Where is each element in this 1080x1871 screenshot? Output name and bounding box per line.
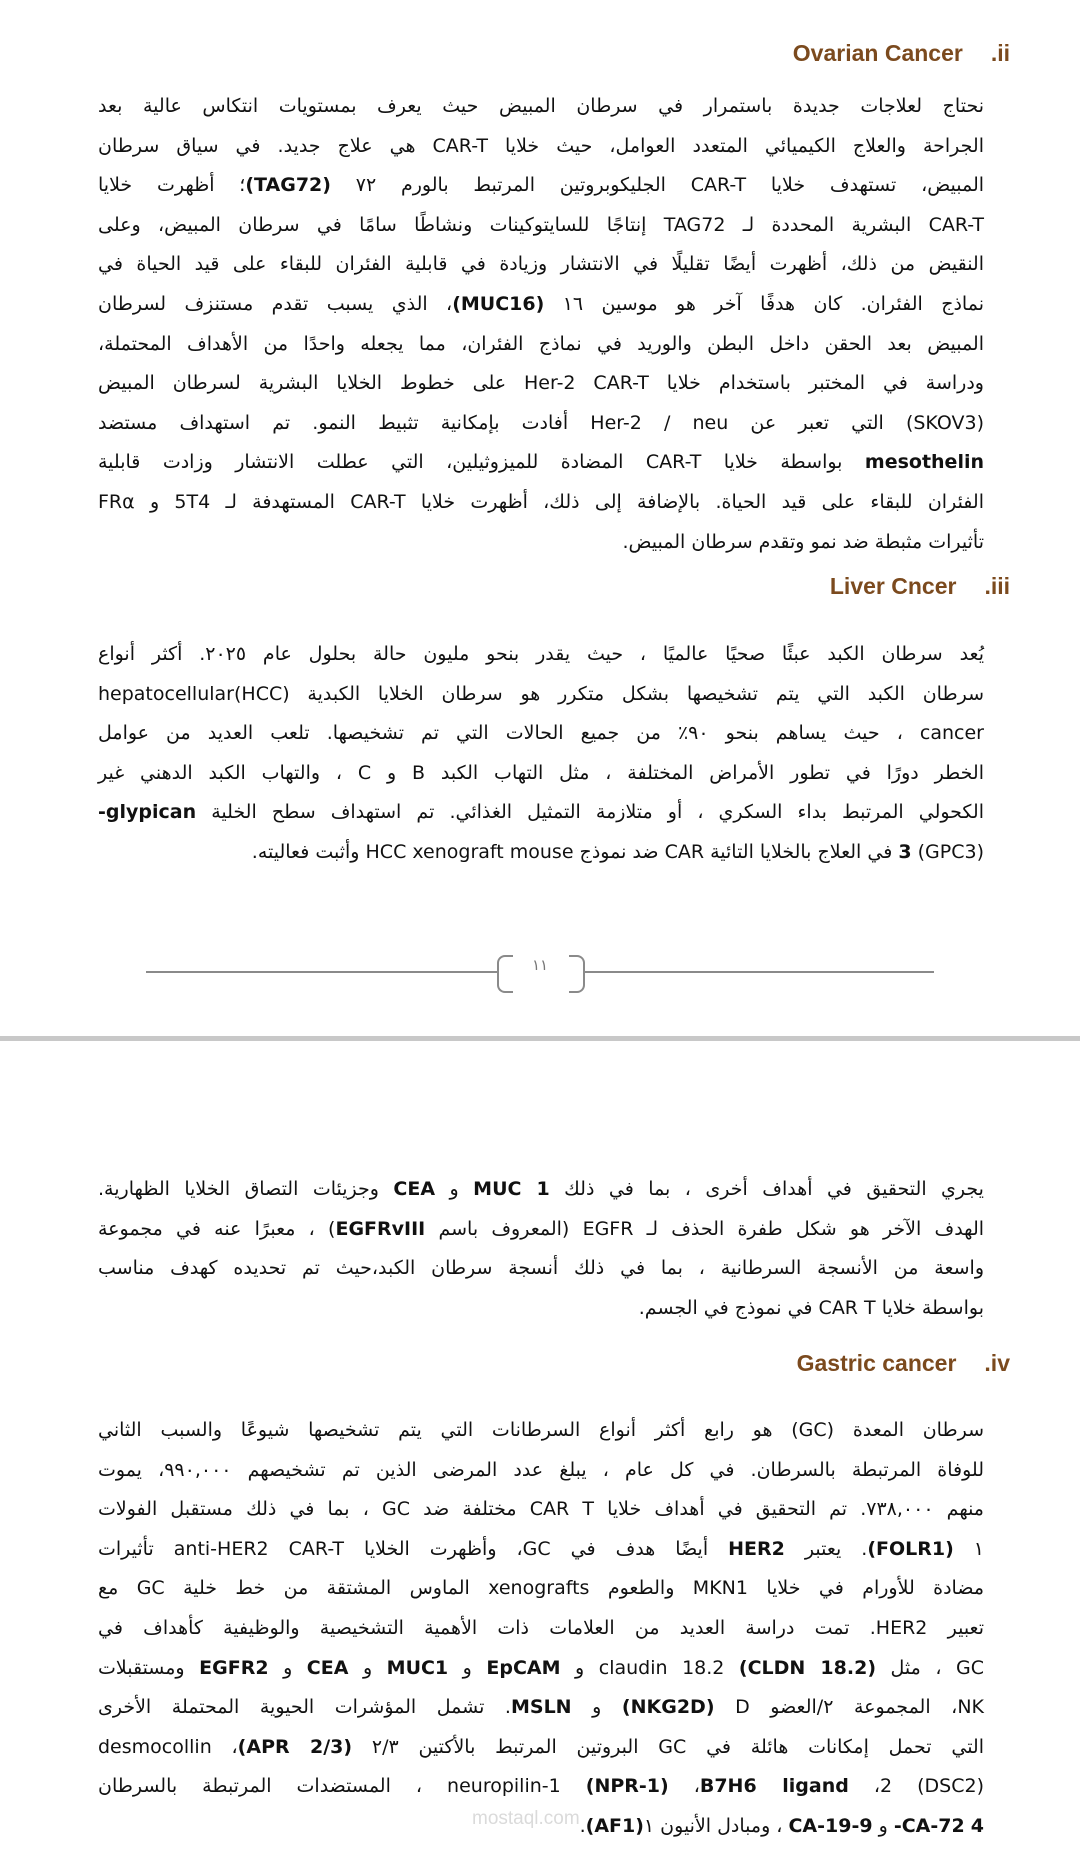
text-segment: ، — [848, 1775, 881, 1798]
text-segment: بواسطة خلايا CAR T في نموذج في الجسم. — [638, 1296, 984, 1319]
text-line — [98, 404, 984, 444]
text-segment: أيضًا هدف في GC، وأظهرت الخلايا — [344, 1537, 729, 1560]
text-segment: النقيض من ذلك، أظهرت أيضًا تقليلًا في الانتشار وزيادة في قابلية الفئران للبقاء على قيد الحياة في — [98, 253, 984, 276]
text-segment: CAR-T — [928, 213, 984, 236]
text-line — [98, 714, 984, 754]
bold-term: 4 — [970, 1814, 984, 1837]
bold-term: glypican- — [98, 801, 197, 824]
watermark: mostaql.com — [472, 1808, 580, 1829]
text-line — [98, 675, 984, 715]
footer-rule-right — [585, 971, 934, 973]
text-line — [98, 1451, 984, 1491]
section-heading-ovarian — [793, 40, 1010, 67]
text-segment: ) ، معبرًا عنه في مجموعة — [98, 1217, 336, 1240]
text-segment: ودراسة في المختبر باستخدام خلايا Her-2 CAR-T على خطوط الخلايا البشرية لسرطان المبيض — [98, 372, 984, 395]
text-segment: و — [571, 1696, 622, 1719]
text-segment: سرطان المعدة (GC) هو رابع أكثر أنواع السرطانات التي يتم تشخيصها شيوعًا والسبب الثاني — [98, 1419, 984, 1441]
text-segment: الفئران للبقاء على قيد الحياة. بالإضافة إلى ذلك، أظهرت خلايا CAR-T المستهدفة لـ 5T4 و FRα — [98, 490, 984, 513]
text-line — [98, 1490, 984, 1530]
bold-term: (APR 2/3) — [237, 1735, 353, 1758]
text-segment: يُعد سرطان الكبد عبئًا صحيًا عالميًا ، حيث يقدر بنحو مليون حالة بحلول عام ٢٠٢٥. أكثر أنواع — [98, 643, 984, 665]
text-line — [98, 285, 984, 325]
text-segment: الكحولي المرتبط بداء السكري ، أو متلازمة التمثيل الغذائي. تم استهداف سطح الخلية — [196, 801, 984, 824]
text-segment — [724, 1657, 739, 1679]
footer-rule-left — [146, 971, 497, 973]
paragraph-liver — [98, 635, 984, 873]
text-line — [98, 1649, 984, 1689]
text-segment: واسعة من الأنسجة السرطانية ، بما في ذلك أنسجة سرطان الكبد،حيث تم تحديده كهدف مناسب — [98, 1257, 984, 1280]
text-line — [98, 635, 984, 675]
text-line — [98, 87, 984, 127]
text-segment: . — [579, 1814, 586, 1837]
text-line — [98, 166, 984, 206]
paragraph-continued — [98, 1170, 984, 1328]
text-segment: NK — [957, 1696, 985, 1719]
text-segment: في العلاج بالخلايا التائية CAR ضد نموذج — [573, 840, 899, 863]
bold-term: CA-72- — [893, 1814, 965, 1837]
text-line — [98, 364, 984, 404]
text-segment: الجراحة والعلاج الكيميائي المتعدد العوامل، حيث خلايا CAR-T هي علاج جديد. في سياق سرطان — [98, 134, 984, 157]
text-segment: desmocollin — [98, 1735, 212, 1758]
section-title: Ovarian Cancer — [792, 40, 963, 66]
bold-term: CEA — [393, 1178, 436, 1200]
text-segment: ، المستضدات المرتبطة بالسرطان — [98, 1775, 448, 1798]
section-number: .ii — [990, 40, 1010, 66]
text-segment: xenografts — [488, 1577, 590, 1600]
text-segment: ، ومبادل الأنيون ١ — [643, 1814, 789, 1837]
text-line — [98, 833, 984, 873]
text-line — [98, 325, 984, 365]
text-line — [98, 1210, 984, 1250]
text-segment: وأثبت فعاليته. — [251, 840, 366, 863]
text-segment: (SKOV3) — [905, 411, 984, 434]
text-segment: تأثيرات مثبطة ضد نمو وتقدم سرطان المبيض. — [622, 530, 984, 553]
text-segment: ، الذي يسبب تقدم مستنزف لسرطان — [98, 292, 453, 315]
text-segment: و — [560, 1656, 599, 1679]
text-segment — [892, 1775, 917, 1797]
text-line — [98, 1530, 984, 1570]
text-segment: (HCC) — [233, 682, 290, 705]
text-segment: ؛ أظهرت خلايا — [98, 174, 246, 197]
bold-term: EGFR2 — [199, 1656, 269, 1679]
section-number: .iii — [984, 573, 1010, 599]
bold-term: MUC 1 — [473, 1178, 550, 1200]
section-heading-liver — [830, 573, 1010, 600]
text-segment: HCC xenograft mouse — [365, 840, 574, 863]
paragraph-ovarian — [98, 87, 984, 562]
text-segment: المبيض بعد الحقن داخل البطن والوريد في نماذج الفئران، مما يجعله واحدًا من الأهداف المحتملة، — [98, 332, 984, 355]
bold-term: EGFRvIII — [335, 1217, 426, 1240]
text-line — [98, 1767, 984, 1807]
text-line — [98, 523, 984, 563]
text-line — [98, 1728, 984, 1768]
text-segment: ، المجموعة ٢/العضو D — [714, 1696, 958, 1719]
text-segment: التي تعبر عن Her-2 / neu أفادت بإمكانية تثبيط النمو. تم استهداف مستضد — [98, 411, 906, 434]
text-segment: تأثيرات — [98, 1537, 174, 1560]
text-segment: ١ — [953, 1537, 985, 1560]
text-segment: يجري التحقيق في أهداف أخرى ، بما في ذلك — [549, 1178, 984, 1200]
text-line — [98, 754, 984, 794]
bold-term: (NPR-1) — [585, 1775, 669, 1798]
text-segment: بواسطة خلايا CAR-T المضادة للميزوثيلين، التي عطلت الانتشار وزادت قابلية — [98, 451, 865, 474]
text-line — [98, 793, 984, 833]
text-segment: و — [268, 1656, 307, 1679]
text-line — [98, 1688, 984, 1728]
section-number: .iv — [984, 1350, 1010, 1376]
text-segment: المبيض، تستهدف خلايا CAR-T الجليكوبروتين المرتبط بالورم ٧٢ — [330, 174, 985, 197]
text-segment: ، حيث يساهم بنحو ٩٠٪ من جميع الحالات التي تم تشخيصها. تلعب العديد من عوامل — [98, 722, 920, 745]
text-segment: نماذج الفئران. كان هدفًا آخر هو موسين ١٦ — [544, 292, 984, 315]
section-heading-gastric — [797, 1350, 1010, 1377]
bold-term: (MUC16) — [452, 292, 545, 315]
bold-term: (CLDN 18.2) — [738, 1656, 876, 1679]
text-segment: (DSC2) — [917, 1775, 985, 1798]
bold-term: (NKG2D) — [621, 1696, 715, 1719]
bold-term: (FOLR1) — [867, 1537, 954, 1560]
text-segment: الماوس المشتقة من خط خلية GC مع — [98, 1577, 489, 1600]
text-line — [98, 1289, 984, 1329]
bold-term: MUC1 — [386, 1656, 449, 1679]
page-number: ١١ — [531, 956, 549, 974]
text-segment: الهدف الآخر هو شكل طفرة الحذف لـ EGFR (المعروف باسم — [425, 1217, 985, 1240]
text-line — [98, 1411, 984, 1451]
text-segment: 2 — [880, 1775, 893, 1798]
text-segment: سرطان الكبد التي يتم تشخيصها بشكل متكرر هو سرطان الخلايا الكبدية — [289, 682, 984, 705]
text-line — [98, 1609, 984, 1649]
text-segment: البشرية المحددة لـ TAG72 إنتاجًا للسايتوكينات ونشاطًا سامًا في سرطان المبيض، وعلى — [98, 213, 929, 236]
text-line — [98, 245, 984, 285]
text-segment: . تشمل المؤشرات الحيوية المحتملة الأخرى — [98, 1696, 511, 1719]
text-segment: GC — [956, 1656, 985, 1679]
text-segment: الخطر دورًا في تطور الأمراض المختلفة ، مثل التهاب الكبد B و C ، والتهاب الكبد الدهني غير — [98, 761, 984, 784]
text-segment: نحتاج لعلاجات جديدة باستمرار في سرطان المبيض حيث يعرف بمستويات انتكاس عالية بعد — [98, 95, 984, 117]
bold-term: (TAG72) — [245, 174, 331, 197]
paragraph-gastric — [98, 1411, 984, 1847]
text-line — [98, 206, 984, 246]
text-segment: وجزيئات التصاق الخلايا الظهارية. — [98, 1178, 394, 1200]
section-title: Liver Cncer — [829, 573, 957, 599]
text-segment: neuropilin-1 — [447, 1775, 561, 1798]
text-segment: anti-HER2 CAR-T — [173, 1537, 345, 1560]
page-bracket-right — [569, 955, 585, 993]
text-segment: ، — [668, 1775, 700, 1798]
text-segment: ، — [211, 1735, 238, 1758]
page-separator — [0, 1036, 1080, 1041]
text-line — [98, 483, 984, 523]
text-line — [98, 1249, 984, 1289]
text-segment: hepatocellular — [98, 682, 234, 705]
text-segment: منهم ٧٣٨,٠٠٠. تم التحقيق في أهداف خلايا CAR T مختلفة ضد GC ، بما في ذلك مستقبل الفولات — [98, 1498, 984, 1521]
bold-term: CA-19-9 — [788, 1814, 873, 1837]
bold-term: B7H6 ligand — [699, 1775, 849, 1798]
text-segment: (GPC3) — [917, 840, 984, 863]
bold-term: (AF1) — [585, 1814, 644, 1837]
text-segment: و — [448, 1656, 487, 1679]
bold-term: HER2 — [728, 1537, 785, 1560]
text-line — [98, 1170, 984, 1210]
text-segment: و — [348, 1656, 387, 1679]
text-segment: تعبير HER2. تمت دراسة العديد من العلامات ذات الأهمية التشخيصية والوظيفية كأهداف في — [98, 1616, 985, 1639]
text-segment: و — [872, 1814, 894, 1837]
text-line — [98, 443, 984, 483]
bold-term: CEA — [306, 1656, 349, 1679]
text-segment: cancer — [919, 722, 984, 745]
section-title: Gastric cancer — [796, 1350, 957, 1376]
text-segment — [561, 1775, 586, 1797]
bold-term: EpCAM — [486, 1656, 561, 1679]
text-segment: claudin 18.2 — [598, 1656, 725, 1679]
text-line — [98, 1569, 984, 1609]
text-segment: . يعتبر — [784, 1537, 868, 1560]
bold-term: MSLN — [510, 1696, 572, 1719]
bold-term: 3 — [898, 840, 912, 863]
text-segment: للوفاة المرتبطة بالسرطان. في كل عام ، يبلغ عدد المرضى الذين تم تشخيصهم ٩٩٠,٠٠٠، يموت — [98, 1458, 984, 1481]
text-segment: ومستقبلات — [98, 1656, 200, 1679]
text-line — [98, 127, 984, 167]
text-segment: و — [435, 1178, 474, 1200]
page-bracket-left — [497, 955, 513, 993]
text-segment: مضادة للأورام في خلايا MKN1 والطعوم — [589, 1577, 984, 1600]
text-segment: التي تحمل إمكانات هائلة في GC البروتين المرتبط بالأكتين ٢/٣ — [352, 1735, 984, 1758]
text-segment: ، مثل — [876, 1656, 957, 1679]
bold-term: mesothelin — [864, 451, 984, 474]
